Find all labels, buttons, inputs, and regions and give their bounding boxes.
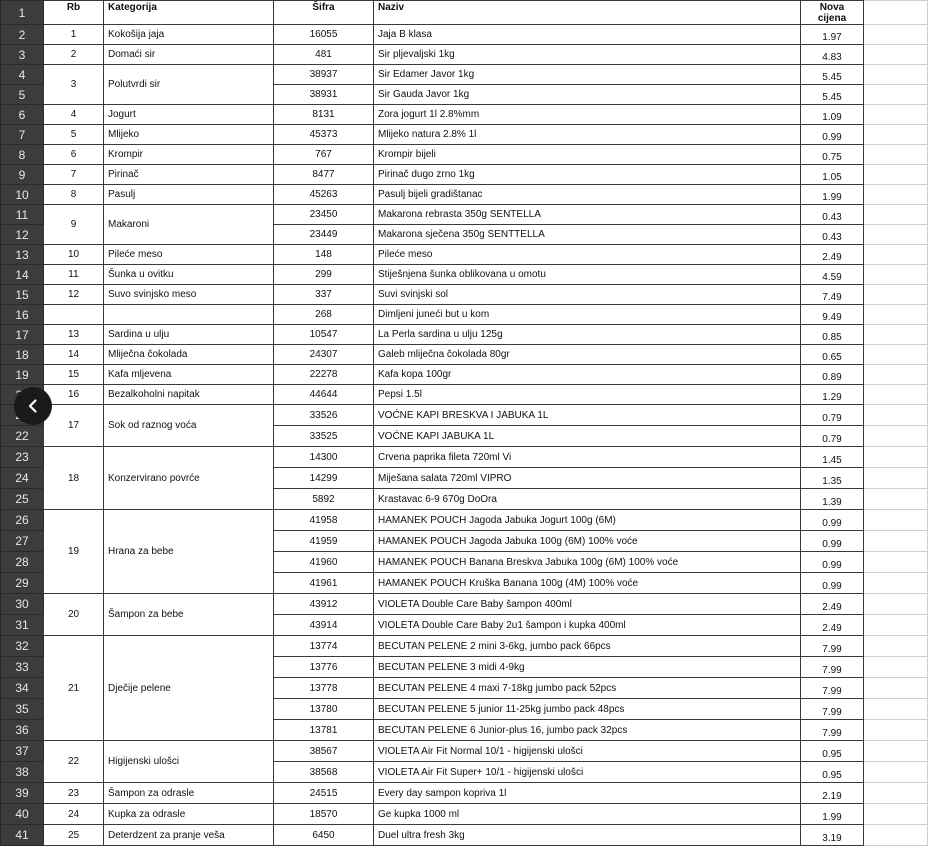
row-header[interactable]: 4: [1, 65, 44, 85]
empty-cell[interactable]: [864, 426, 928, 447]
cell-naziv[interactable]: Zora jogurt 1l 2.8%mm: [374, 105, 801, 125]
cell-sifra[interactable]: 41961: [274, 573, 374, 594]
cell-kategorija[interactable]: Sok od raznog voća: [104, 405, 274, 447]
cell-kategorija[interactable]: Higijenski ulošci: [104, 741, 274, 783]
table-row: [1, 825, 928, 846]
cell-sifra[interactable]: 5892: [274, 489, 374, 510]
row-header[interactable]: 27: [1, 531, 44, 552]
cell-sifra[interactable]: 41959: [274, 531, 374, 552]
cell-sifra[interactable]: 10547: [274, 325, 374, 345]
row-header[interactable]: 26: [1, 510, 44, 531]
empty-cell[interactable]: [864, 594, 928, 615]
cell-kategorija[interactable]: Mliječna čokolada: [104, 345, 274, 365]
empty-cell[interactable]: [864, 447, 928, 468]
col-header-naziv[interactable]: Naziv: [374, 1, 801, 25]
cell-rb[interactable]: 12: [44, 285, 104, 305]
empty-cell[interactable]: [864, 825, 928, 846]
table-row: [1, 325, 928, 345]
cell-kategorija[interactable]: Pasulj: [104, 185, 274, 205]
cell-cijena[interactable]: 0.99: [801, 125, 864, 145]
empty-cell[interactable]: [864, 85, 928, 105]
cell-rb[interactable]: [44, 305, 104, 325]
cell-naziv[interactable]: Kafa kopa 100gr: [374, 365, 801, 385]
empty-cell[interactable]: [864, 365, 928, 385]
cell-sifra[interactable]: 14299: [274, 468, 374, 489]
col-header-kategorija[interactable]: Kategorija: [104, 1, 274, 25]
cell-naziv[interactable]: La Perla sardina u ulju 125g: [374, 325, 801, 345]
cell-rb[interactable]: 16: [44, 385, 104, 405]
cell-sifra[interactable]: 13778: [274, 678, 374, 699]
cell-naziv[interactable]: VIOLETA Double Care Baby šampon 400ml: [374, 594, 801, 615]
empty-cell[interactable]: [864, 489, 928, 510]
cell-cijena[interactable]: 2.19: [801, 783, 864, 804]
cell-rb[interactable]: 20: [44, 594, 104, 636]
cell-rb[interactable]: 18: [44, 447, 104, 510]
cell-kategorija[interactable]: Šampon za bebe: [104, 594, 274, 636]
empty-cell[interactable]: [864, 65, 928, 85]
row-header[interactable]: 25: [1, 489, 44, 510]
cell-sifra[interactable]: 41960: [274, 552, 374, 573]
row-header[interactable]: 2: [1, 25, 44, 45]
cell-naziv[interactable]: VIOLETA Air Fit Super+ 10/1 - higijenski ulošci: [374, 762, 801, 783]
cell-cijena[interactable]: 0.95: [801, 762, 864, 783]
cell-sifra[interactable]: 268: [274, 305, 374, 325]
cell-cijena[interactable]: 7.99: [801, 699, 864, 720]
cell-sifra[interactable]: 337: [274, 285, 374, 305]
row-header[interactable]: 34: [1, 678, 44, 699]
cell-naziv[interactable]: Suvi svinjski sol: [374, 285, 801, 305]
cell-sifra[interactable]: 13774: [274, 636, 374, 657]
row-header[interactable]: 14: [1, 265, 44, 285]
cell-sifra[interactable]: 38931: [274, 85, 374, 105]
cell-kategorija[interactable]: Kafa mljevena: [104, 365, 274, 385]
table-row: [1, 125, 928, 145]
cell-sifra[interactable]: 18570: [274, 804, 374, 825]
cell-sifra[interactable]: 481: [274, 45, 374, 65]
cell-rb[interactable]: 3: [44, 65, 104, 105]
row-header[interactable]: 37: [1, 741, 44, 762]
cell-naziv[interactable]: BECUTAN PELENE 5 junior 11-25kg jumbo pack 48pcs: [374, 699, 801, 720]
cell-kategorija[interactable]: Dječije pelene: [104, 636, 274, 741]
cell-cijena[interactable]: 0.79: [801, 426, 864, 447]
cell-naziv[interactable]: HAMANEK POUCH Jagoda Jabuka 100g (6M) 100% voće: [374, 531, 801, 552]
cell-cijena[interactable]: 0.99: [801, 510, 864, 531]
cell-cijena[interactable]: 5.45: [801, 85, 864, 105]
empty-cell[interactable]: [864, 325, 928, 345]
cell-rb[interactable]: 17: [44, 405, 104, 447]
cell-naziv[interactable]: HAMANEK POUCH Jagoda Jabuka Jogurt 100g (6M): [374, 510, 801, 531]
row-header[interactable]: 39: [1, 783, 44, 804]
row-header[interactable]: 3: [1, 45, 44, 65]
empty-cell[interactable]: [864, 405, 928, 426]
cell-cijena[interactable]: 7.99: [801, 720, 864, 741]
cell-cijena[interactable]: 1.05: [801, 165, 864, 185]
empty-cell[interactable]: [864, 125, 928, 145]
row-header[interactable]: 1: [1, 1, 44, 25]
empty-cell[interactable]: [864, 285, 928, 305]
cell-naziv[interactable]: VOĆNE KAPI JABUKA 1L: [374, 426, 801, 447]
cell-sifra[interactable]: 14300: [274, 447, 374, 468]
row-header[interactable]: 22: [1, 426, 44, 447]
cell-sifra[interactable]: 45373: [274, 125, 374, 145]
cell-sifra[interactable]: 8477: [274, 165, 374, 185]
cell-rb[interactable]: 25: [44, 825, 104, 846]
cell-sifra[interactable]: 148: [274, 245, 374, 265]
cell-cijena[interactable]: 1.39: [801, 489, 864, 510]
cell-cijena[interactable]: 2.49: [801, 615, 864, 636]
cell-naziv[interactable]: Sir Gauda Javor 1kg: [374, 85, 801, 105]
cell-naziv[interactable]: Krompir bijeli: [374, 145, 801, 165]
cell-cijena[interactable]: 0.99: [801, 531, 864, 552]
row-header[interactable]: 40: [1, 804, 44, 825]
empty-cell[interactable]: [864, 468, 928, 489]
table-row: [1, 265, 928, 285]
cell-naziv[interactable]: Pepsi 1.5l: [374, 385, 801, 405]
cell-rb[interactable]: 22: [44, 741, 104, 783]
cell-naziv[interactable]: Krastavac 6-9 670g DoOra: [374, 489, 801, 510]
cell-naziv[interactable]: Sir Edamer Javor 1kg: [374, 65, 801, 85]
cell-rb[interactable]: 1: [44, 25, 104, 45]
cell-naziv[interactable]: Pileće meso: [374, 245, 801, 265]
cell-naziv[interactable]: Mlijeko natura 2.8% 1l: [374, 125, 801, 145]
cell-sifra[interactable]: 8131: [274, 105, 374, 125]
empty-cell[interactable]: [864, 225, 928, 245]
row-header[interactable]: 11: [1, 205, 44, 225]
cell-kategorija[interactable]: Bezalkoholni napitak: [104, 385, 274, 405]
row-header[interactable]: 31: [1, 615, 44, 636]
table-row: [1, 245, 928, 265]
cell-sifra[interactable]: 23450: [274, 205, 374, 225]
cell-rb[interactable]: 4: [44, 105, 104, 125]
cell-sifra[interactable]: 13781: [274, 720, 374, 741]
row-header[interactable]: 28: [1, 552, 44, 573]
cell-naziv[interactable]: Every day sampon kopriva 1l: [374, 783, 801, 804]
empty-cell[interactable]: [864, 531, 928, 552]
cell-cijena[interactable]: 0.65: [801, 345, 864, 365]
table-row: [1, 365, 928, 385]
cell-naziv[interactable]: HAMANEK POUCH Kruška Banana 100g (4M) 100% voće: [374, 573, 801, 594]
cell-naziv[interactable]: Miješana salata 720ml VIPRO: [374, 468, 801, 489]
cell-cijena[interactable]: 1.99: [801, 185, 864, 205]
empty-cell[interactable]: [864, 510, 928, 531]
row-header[interactable]: 8: [1, 145, 44, 165]
cell-rb[interactable]: 7: [44, 165, 104, 185]
cell-kategorija[interactable]: Domaći sir: [104, 45, 274, 65]
cell-naziv[interactable]: Ge kupka 1000 ml: [374, 804, 801, 825]
row-header[interactable]: 18: [1, 345, 44, 365]
table-row: [1, 105, 928, 125]
empty-cell[interactable]: [864, 657, 928, 678]
cell-cijena[interactable]: 1.29: [801, 385, 864, 405]
cell-cijena[interactable]: 0.99: [801, 573, 864, 594]
cell-cijena[interactable]: 0.99: [801, 552, 864, 573]
cell-naziv[interactable]: BECUTAN PELENE 4 maxi 7-18kg jumbo pack 52pcs: [374, 678, 801, 699]
empty-cell[interactable]: [864, 573, 928, 594]
empty-cell[interactable]: [864, 741, 928, 762]
cell-kategorija[interactable]: Krompir: [104, 145, 274, 165]
table-row: [1, 305, 928, 325]
cell-rb[interactable]: 11: [44, 265, 104, 285]
table-row: [1, 385, 928, 405]
cell-cijena[interactable]: 4.59: [801, 265, 864, 285]
empty-cell[interactable]: [864, 305, 928, 325]
row-header[interactable]: 12: [1, 225, 44, 245]
cell-rb[interactable]: 14: [44, 345, 104, 365]
cell-naziv[interactable]: Duel ultra fresh 3kg: [374, 825, 801, 846]
previous-page-button[interactable]: [14, 387, 52, 425]
cell-cijena[interactable]: 5.45: [801, 65, 864, 85]
row-header[interactable]: 30: [1, 594, 44, 615]
cell-sifra[interactable]: 13780: [274, 699, 374, 720]
cell-rb[interactable]: 2: [44, 45, 104, 65]
row-header[interactable]: 15: [1, 285, 44, 305]
cell-kategorija[interactable]: Pirinač: [104, 165, 274, 185]
table-row: [1, 185, 928, 205]
cell-naziv[interactable]: Pirinač dugo zrno 1kg: [374, 165, 801, 185]
empty-cell[interactable]: [864, 45, 928, 65]
table-row: [1, 165, 928, 185]
cell-rb[interactable]: 8: [44, 185, 104, 205]
row-header[interactable]: 33: [1, 657, 44, 678]
cell-kategorija[interactable]: Kupka za odrasle: [104, 804, 274, 825]
empty-cell[interactable]: [864, 25, 928, 45]
table-row: [1, 783, 928, 804]
cell-cijena[interactable]: 0.43: [801, 225, 864, 245]
row-header[interactable]: 35: [1, 699, 44, 720]
row-header[interactable]: 41: [1, 825, 44, 846]
chevron-left-icon: [25, 398, 41, 414]
empty-cell[interactable]: [864, 804, 928, 825]
cell-cijena[interactable]: 4.83: [801, 45, 864, 65]
cell-naziv[interactable]: VIOLETA Double Care Baby 2u1 šampon i kupka 400ml: [374, 615, 801, 636]
table-row: [1, 447, 928, 468]
cell-sifra[interactable]: 16055: [274, 25, 374, 45]
cell-sifra[interactable]: 44644: [274, 385, 374, 405]
cell-rb[interactable]: 15: [44, 365, 104, 385]
table-row: [1, 405, 928, 426]
cell-cijena[interactable]: 0.75: [801, 145, 864, 165]
cell-kategorija[interactable]: Kokošija jaja: [104, 25, 274, 45]
table-row: [1, 205, 928, 225]
cell-cijena[interactable]: 7.99: [801, 636, 864, 657]
table-row: [1, 804, 928, 825]
cell-naziv[interactable]: BECUTAN PELENE 6 Junior-plus 16, jumbo pack 32pcs: [374, 720, 801, 741]
empty-cell[interactable]: [864, 265, 928, 285]
cell-rb[interactable]: 21: [44, 636, 104, 741]
table-row: [1, 510, 928, 531]
cell-kategorija[interactable]: Pileće meso: [104, 245, 274, 265]
row-header[interactable]: 38: [1, 762, 44, 783]
cell-sifra[interactable]: 43914: [274, 615, 374, 636]
cell-cijena[interactable]: 0.85: [801, 325, 864, 345]
empty-cell[interactable]: [864, 762, 928, 783]
cell-rb[interactable]: 10: [44, 245, 104, 265]
cell-naziv[interactable]: Galeb mliječna čokolada 80gr: [374, 345, 801, 365]
row-header[interactable]: 19: [1, 365, 44, 385]
empty-cell[interactable]: [864, 165, 928, 185]
cell-kategorija[interactable]: Makaroni: [104, 205, 274, 245]
cell-naziv[interactable]: Jaja B klasa: [374, 25, 801, 45]
empty-cell[interactable]: [864, 678, 928, 699]
cell-cijena[interactable]: 3.19: [801, 825, 864, 846]
cell-naziv[interactable]: BECUTAN PELENE 2 mini 3-6kg, jumbo pack 66pcs: [374, 636, 801, 657]
cell-sifra[interactable]: 41958: [274, 510, 374, 531]
cell-cijena[interactable]: 7.49: [801, 285, 864, 305]
cell-naziv[interactable]: HAMANEK POUCH Banana Breskva Jabuka 100g (6M) 100% voće: [374, 552, 801, 573]
cell-rb[interactable]: 9: [44, 205, 104, 245]
col-header-rb[interactable]: Rb: [44, 1, 104, 25]
cell-sifra[interactable]: 43912: [274, 594, 374, 615]
cell-sifra[interactable]: 24307: [274, 345, 374, 365]
col-header-cijena[interactable]: Nova cijena: [801, 1, 864, 25]
cell-kategorija[interactable]: Šampon za odrasle: [104, 783, 274, 804]
cell-cijena[interactable]: 2.49: [801, 245, 864, 265]
empty-cell[interactable]: [864, 615, 928, 636]
cell-kategorija[interactable]: Konzervirano povrće: [104, 447, 274, 510]
empty-cell[interactable]: [864, 720, 928, 741]
empty-cell[interactable]: [864, 205, 928, 225]
cell-kategorija[interactable]: Suvo svinjsko meso: [104, 285, 274, 305]
cell-sifra[interactable]: 24515: [274, 783, 374, 804]
cell-rb[interactable]: 13: [44, 325, 104, 345]
cell-cijena[interactable]: 7.99: [801, 678, 864, 699]
table-row: [1, 25, 928, 45]
cell-rb[interactable]: 23: [44, 783, 104, 804]
cell-sifra[interactable]: 38568: [274, 762, 374, 783]
empty-cell[interactable]: [864, 385, 928, 405]
cell-naziv[interactable]: Pasulj bijeli gradištanac: [374, 185, 801, 205]
cell-cijena[interactable]: 1.35: [801, 468, 864, 489]
cell-kategorija[interactable]: Polutvrdi sir: [104, 65, 274, 105]
cell-cijena[interactable]: 0.79: [801, 405, 864, 426]
row-header[interactable]: 5: [1, 85, 44, 105]
cell-cijena[interactable]: 2.49: [801, 594, 864, 615]
cell-cijena[interactable]: 7.99: [801, 657, 864, 678]
empty-cell[interactable]: [864, 145, 928, 165]
table-row: [1, 594, 928, 615]
row-header[interactable]: 32: [1, 636, 44, 657]
cell-cijena[interactable]: 0.95: [801, 741, 864, 762]
empty-cell[interactable]: [864, 699, 928, 720]
cell-naziv[interactable]: Stiješnjena šunka oblikovana u omotu: [374, 265, 801, 285]
cell-kategorija[interactable]: [104, 305, 274, 325]
row-header[interactable]: 6: [1, 105, 44, 125]
empty-cell[interactable]: [864, 636, 928, 657]
row-header[interactable]: 29: [1, 573, 44, 594]
cell-sifra[interactable]: 23449: [274, 225, 374, 245]
table-row: [1, 741, 928, 762]
cell-sifra[interactable]: 38567: [274, 741, 374, 762]
empty-cell[interactable]: [864, 185, 928, 205]
cell-cijena[interactable]: 1.99: [801, 804, 864, 825]
cell-kategorija[interactable]: Mlijeko: [104, 125, 274, 145]
cell-cijena[interactable]: 0.43: [801, 205, 864, 225]
cell-naziv[interactable]: BECUTAN PELENE 3 midi 4-9kg: [374, 657, 801, 678]
empty-cell[interactable]: [864, 245, 928, 265]
cell-naziv[interactable]: VOĆNE KAPI BRESKVA I JABUKA 1L: [374, 405, 801, 426]
empty-cell[interactable]: [864, 1, 928, 25]
cell-kategorija[interactable]: Deterdzent za pranje veša: [104, 825, 274, 846]
cell-cijena[interactable]: 1.45: [801, 447, 864, 468]
row-header[interactable]: 9: [1, 165, 44, 185]
cell-rb[interactable]: 19: [44, 510, 104, 594]
cell-naziv[interactable]: Makarona rebrasta 350g SENTELLA: [374, 205, 801, 225]
cell-cijena[interactable]: 1.09: [801, 105, 864, 125]
row-header[interactable]: 23: [1, 447, 44, 468]
row-header[interactable]: 16: [1, 305, 44, 325]
cell-kategorija[interactable]: Jogurt: [104, 105, 274, 125]
row-header[interactable]: 7: [1, 125, 44, 145]
row-header[interactable]: 36: [1, 720, 44, 741]
col-header-sifra[interactable]: Šifra: [274, 1, 374, 25]
cell-cijena[interactable]: 0.89: [801, 365, 864, 385]
row-header[interactable]: 10: [1, 185, 44, 205]
row-header[interactable]: 13: [1, 245, 44, 265]
cell-naziv[interactable]: Sir pljevaljski 1kg: [374, 45, 801, 65]
cell-cijena[interactable]: 1.97: [801, 25, 864, 45]
cell-sifra[interactable]: 6450: [274, 825, 374, 846]
cell-sifra[interactable]: 33525: [274, 426, 374, 447]
cell-rb[interactable]: 6: [44, 145, 104, 165]
cell-sifra[interactable]: 767: [274, 145, 374, 165]
cell-kategorija[interactable]: Šunka u ovitku: [104, 265, 274, 285]
empty-cell[interactable]: [864, 345, 928, 365]
row-header[interactable]: 17: [1, 325, 44, 345]
cell-naziv[interactable]: Dimljeni juneći but u kom: [374, 305, 801, 325]
table-row: [1, 145, 928, 165]
cell-sifra[interactable]: 45263: [274, 185, 374, 205]
cell-rb[interactable]: 5: [44, 125, 104, 145]
cell-sifra[interactable]: 38937: [274, 65, 374, 85]
table-row: [1, 636, 928, 657]
cell-sifra[interactable]: 13776: [274, 657, 374, 678]
empty-cell[interactable]: [864, 783, 928, 804]
cell-sifra[interactable]: 33526: [274, 405, 374, 426]
cell-kategorija[interactable]: Hrana za bebe: [104, 510, 274, 594]
table-row: [1, 285, 928, 305]
cell-naziv[interactable]: Makarona sječena 350g SENTTELLA: [374, 225, 801, 245]
cell-naziv[interactable]: VIOLETA Air Fit Normal 10/1 - higijenski ulošci: [374, 741, 801, 762]
cell-naziv[interactable]: Crvena paprika fileta 720ml Vi: [374, 447, 801, 468]
empty-cell[interactable]: [864, 552, 928, 573]
empty-cell[interactable]: [864, 105, 928, 125]
table-row: [1, 345, 928, 365]
table-row: [1, 65, 928, 85]
cell-sifra[interactable]: 22278: [274, 365, 374, 385]
cell-cijena[interactable]: 9.49: [801, 305, 864, 325]
cell-rb[interactable]: 24: [44, 804, 104, 825]
cell-kategorija[interactable]: Sardina u ulju: [104, 325, 274, 345]
header-row: [1, 1, 928, 25]
cell-sifra[interactable]: 299: [274, 265, 374, 285]
row-header[interactable]: 24: [1, 468, 44, 489]
table-row: [1, 45, 928, 65]
